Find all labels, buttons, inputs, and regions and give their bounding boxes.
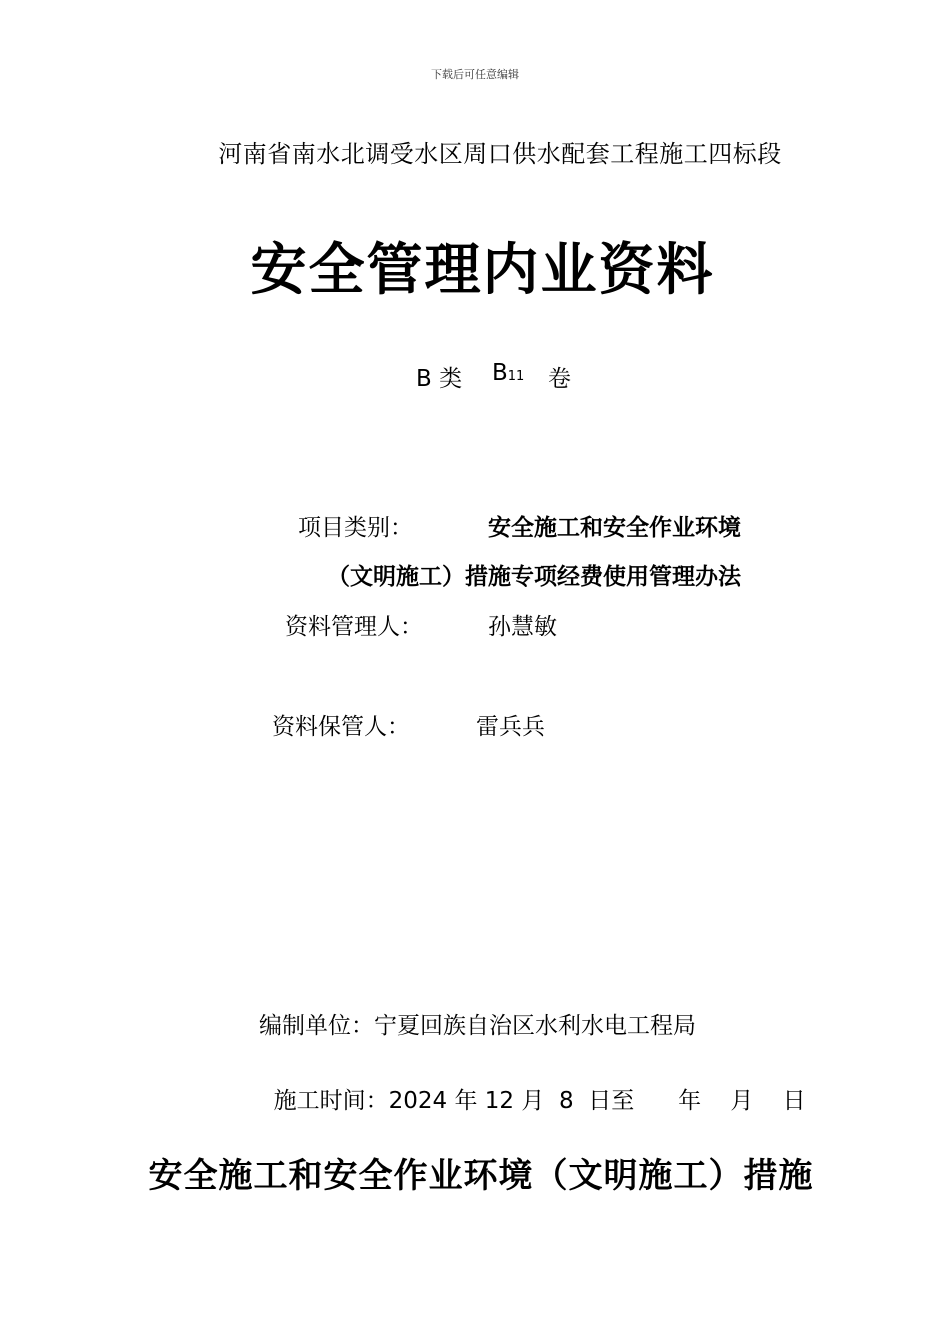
volume-code-main: B (492, 360, 508, 386)
keeper-value: 雷兵兵 (476, 714, 545, 740)
volume-code-sub: 11 (507, 369, 525, 384)
project-name: 河南省南水北调受水区周口供水配套工程施工四标段 (218, 140, 782, 168)
project-category-label: 项目类别： (298, 515, 413, 541)
project-category-value-line1: 安全施工和安全作业环境 (488, 515, 741, 541)
volume-suffix: 卷 (548, 366, 571, 392)
volume-code (492, 360, 524, 386)
main-title: 安全管理内业资料 (250, 238, 715, 303)
keeper-label: 资料保管人： (272, 714, 410, 740)
header-note: 下载后可任意编辑 (431, 68, 519, 81)
construction-time-label: 施工时间： (273, 1088, 389, 1114)
compiling-unit-label: 编制单位： (259, 1013, 374, 1039)
compiling-unit-value: 宁夏回族自治区水利水电工程局 (374, 1013, 696, 1039)
project-category-value-line2: （文明施工）措施专项经费使用管理办法 (327, 564, 741, 590)
section-title: 安全施工和安全作业环境（文明施工）措施 (148, 1156, 814, 1196)
volume-category: B 类 (416, 366, 463, 392)
manager-label: 资料管理人： (285, 614, 423, 640)
compiling-unit (259, 1007, 696, 1040)
manager-value: 孙慧敏 (488, 614, 557, 640)
construction-time-value: 2024 年 12 月 8 日至 年 月 日 (388, 1088, 806, 1114)
construction-time (259, 1056, 806, 1115)
